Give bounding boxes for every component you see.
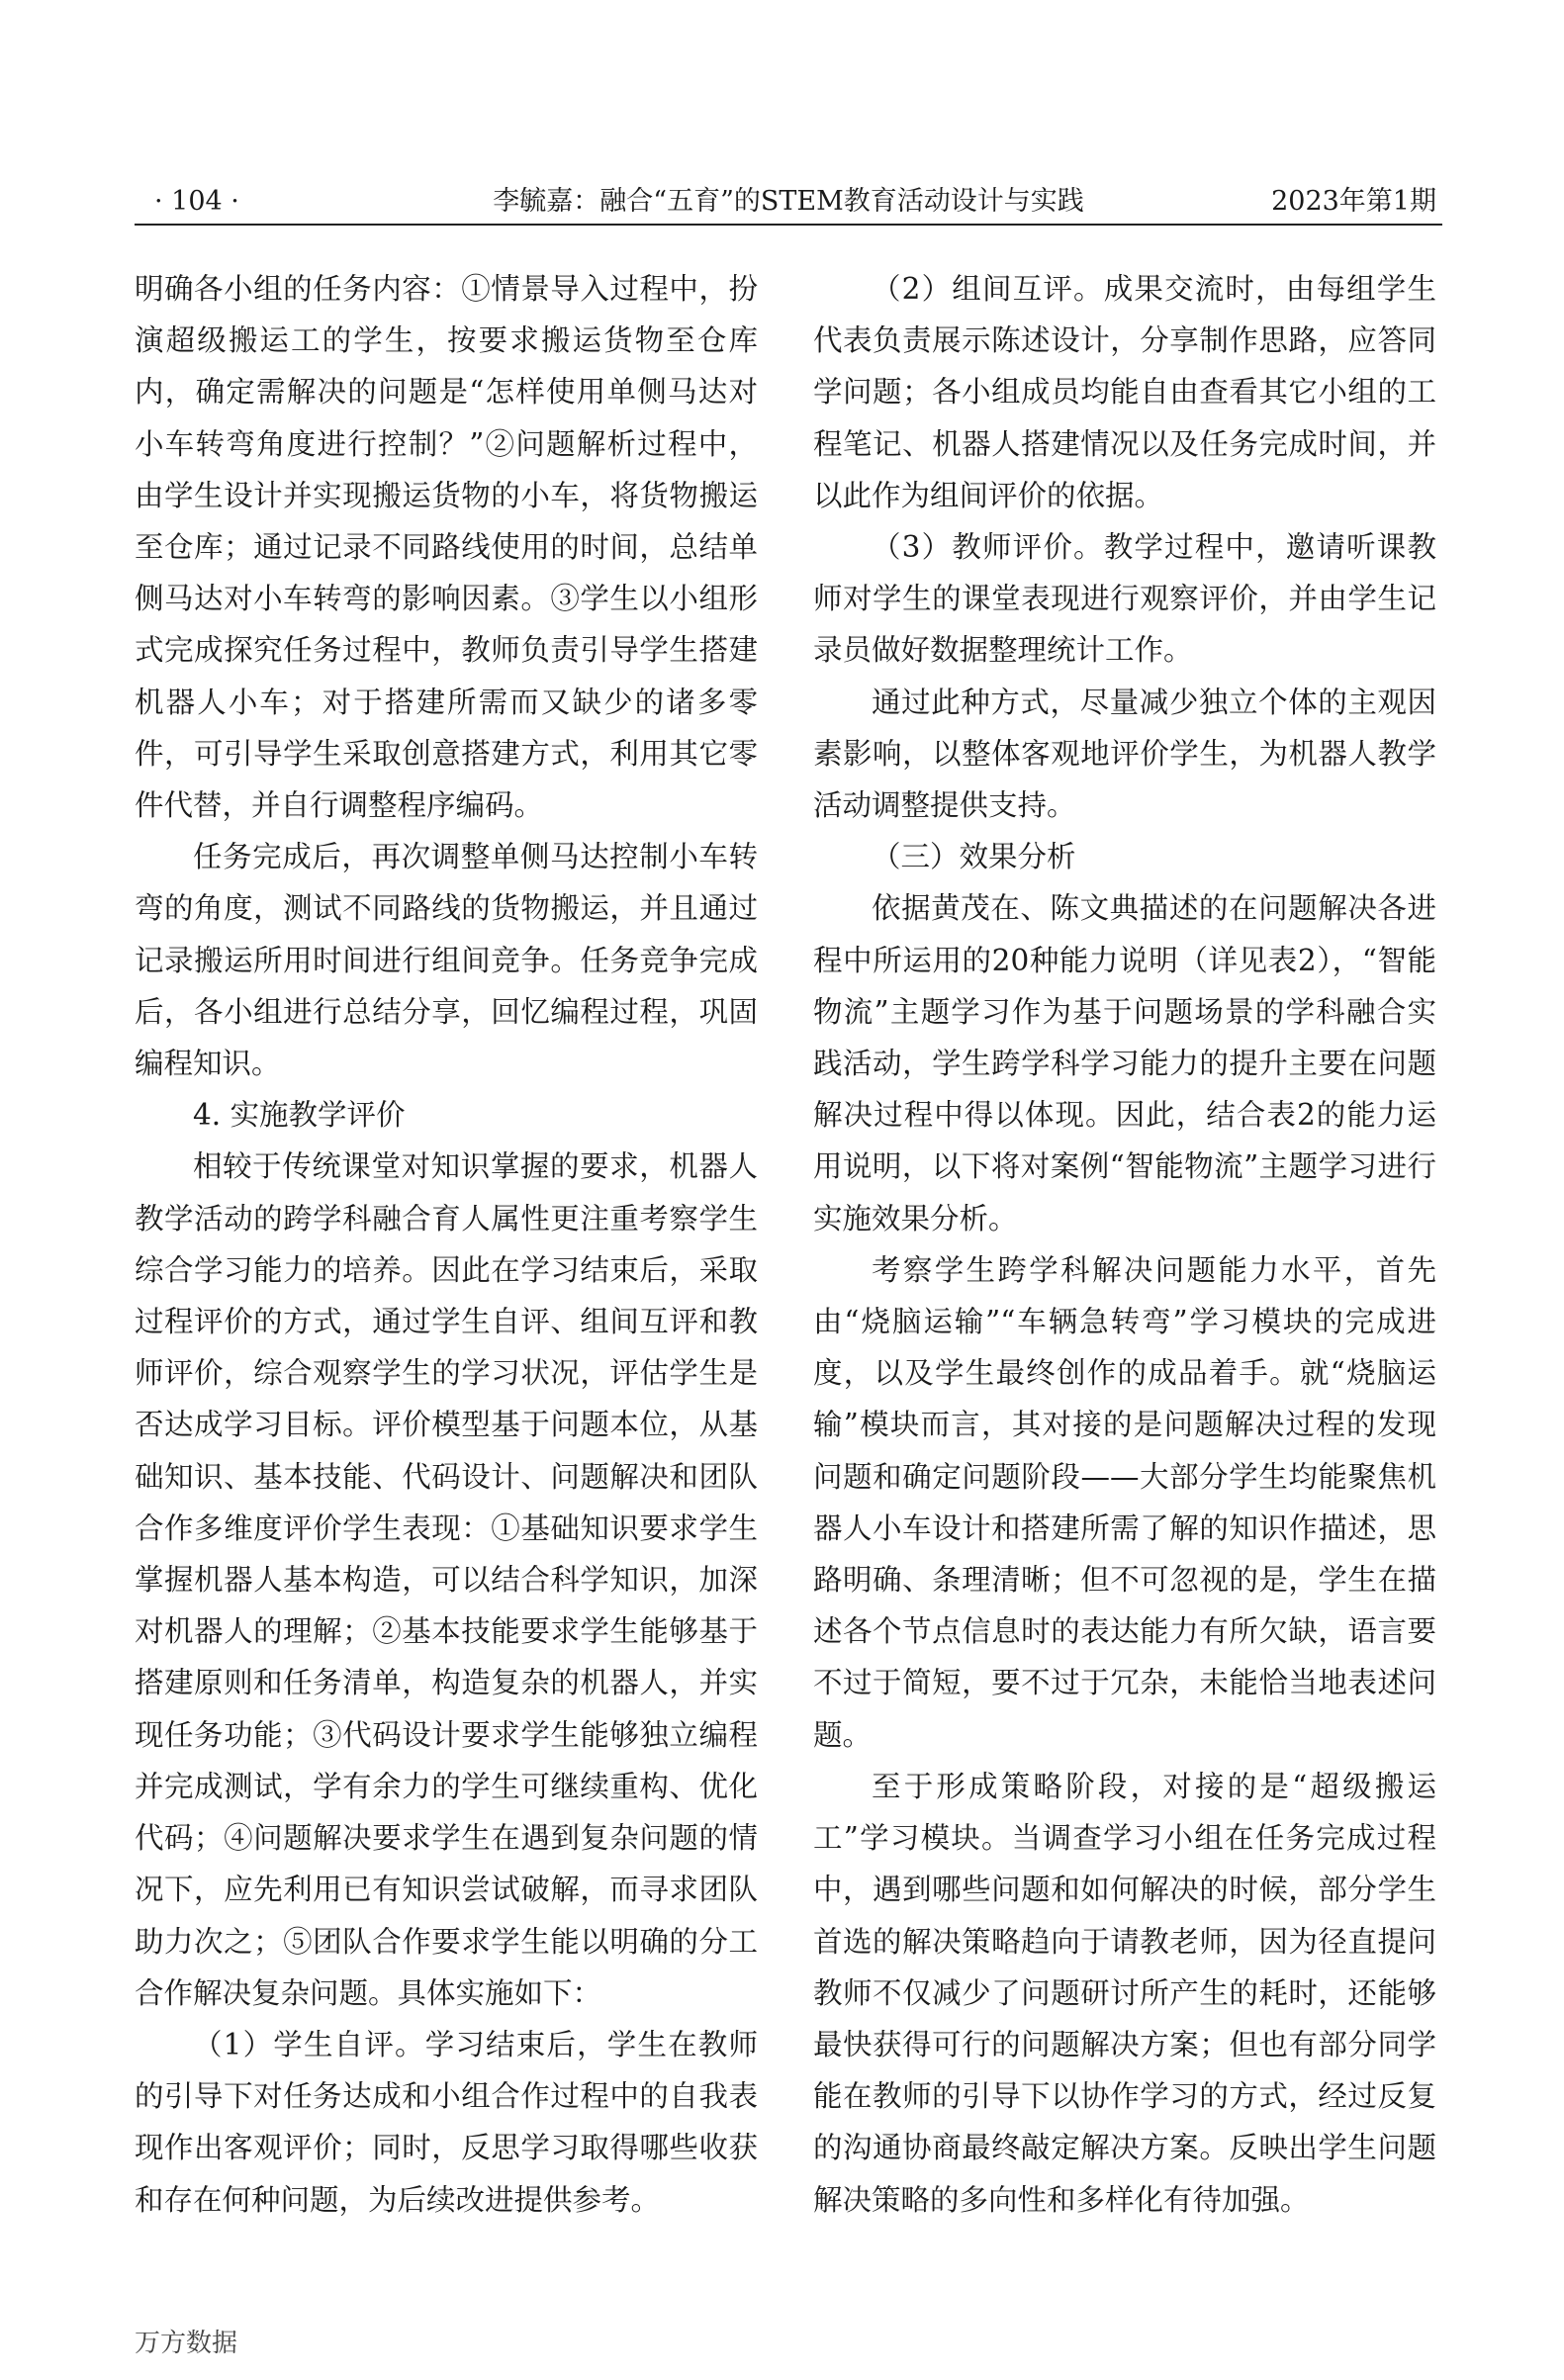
- left-column: [135, 263, 758, 2226]
- page-number: · 104 ·: [154, 186, 239, 217]
- paragraph: （三）效果分析: [872, 840, 1076, 874]
- paragraph: 通过此种方式，尽量减少独立个体的主观因素影响，以整体客观地评价学生，为机器人教学活动调整提供支持。: [813, 685, 1436, 823]
- header-rule: [135, 224, 1442, 226]
- right-column: [813, 263, 1436, 2226]
- paragraph: 至于形成策略阶段，对接的是“超级搬运工”学习模块。当调查学习小组在任务完成过程中，遇到哪些问题和如何解决的时候，部分学生首选的解决策略趋向于请教老师，因为径直提问教师不仅减少了问题研讨所产生的耗时，还能够最快获得可行的问题解决方案；但也有部分同学能在教师的引导下以协作学习的方式，经过反复的沟通协商最终敲定解决方案。反映出学生问题解决策略的多向性和多样化有待加强。: [813, 1769, 1436, 2217]
- running-title: 李毓嘉：融合“五育”的STEM教育活动设计与实践: [493, 186, 1084, 217]
- paragraph: 相较于传统课堂对知识掌握的要求，机器人教学活动的跨学科融合育人属性更注重考察学生综合学习能力的培养。因此在学习结束后，采取过程评价的方式，通过学生自评、组间互评和教师评价，综合观察学生的学习状况，评估学生是否达成学习目标。评价模型基于问题本位，从基础知识、基本技能、代码设计、问题解决和团队合作多维度评价学生表现：①基础知识要求学生掌握机器人基本构造，可以结合科学知识，加深对机器人的理解；②基本技能要求学生能够基于搭建原则和任务清单，构造复杂的机器人，并实现任务功能；③代码设计要求学生能够独立编程并完成测试，学有余力的学生可继续重构、优化代码；④问题解决要求学生在遇到复杂问题的情况下，应先利用已有知识尝试破解，而寻求团队助力次之；⑤团队合作要求学生能以明确的分工合作解决复杂问题。具体实施如下：: [135, 1149, 758, 2010]
- paragraph: 任务完成后，再次调整单侧马达控制小车转弯的角度，测试不同路线的货物搬运，并且通过记录搬运所用时间进行组间竞争。任务竞争完成后，各小组进行总结分享，回忆编程过程，巩固编程知识。: [135, 840, 758, 1081]
- paragraph: 考察学生跨学科解决问题能力水平，首先由“烧脑运输”“车辆急转弯”学习模块的完成进度，以及学生最终创作的成品着手。就“烧脑运输”模块而言，其对接的是问题解决过程的发现问题和确定问题阶段——大部分学生均能聚焦机器人小车设计和搭建所需了解的知识作描述，思路明确、条理清晰；但不可忽视的是，学生在描述各个节点信息时的表达能力有所欠缺，语言要不过于简短，要不过于冗杂，未能恰当地表述问题。: [813, 1252, 1436, 1752]
- paragraph: 明确各小组的任务内容：①情景导入过程中，扮演超级搬运工的学生，按要求搬运货物至仓库内，确定需解决的问题是“怎样使用单侧马达对小车转弯角度进行控制？”②问题解析过程中，由学生设计并实现搬运货物的小车，将货物搬运至仓库；通过记录不同路线使用的时间，总结单侧马达对小车转弯的影响因素。③学生以小组形式完成探究任务过程中，教师负责引导学生搭建机器人小车；对于搭建所需而又缺少的诸多零件，可引导学生采取创意搭建方式，利用其它零件代替，并自行调整程序编码。: [135, 272, 758, 823]
- database-watermark: 万方数据: [135, 2329, 238, 2358]
- running-header: [135, 182, 1442, 222]
- paragraph: （2）组间互评。成果交流时，由每组学生代表负责展示陈述设计，分享制作思路，应答同学问题；各小组成员均能自由查看其它小组的工程笔记、机器人搭建情况以及任务完成时间，并以此作为组间评价的依据。: [813, 272, 1436, 512]
- paragraph: 依据黄茂在、陈文典描述的在问题解决各进程中所运用的20种能力说明（详见表2），“智能物流”主题学习作为基于问题场景的学科融合实践活动，学生跨学科学习能力的提升主要在问题解决过程中得以体现。因此，结合表2的能力运用说明，以下将对案例“智能物流”主题学习进行实施效果分析。: [813, 891, 1436, 1236]
- journal-issue: 2023年第1期: [1271, 186, 1436, 217]
- paragraph: 4. 实施教学评价: [193, 1098, 406, 1133]
- paragraph: （3）教师评价。教学过程中，邀请听课教师对学生的课堂表现进行观察评价，并由学生记录员做好数据整理统计工作。: [813, 530, 1436, 668]
- paragraph: （1）学生自评。学习结束后，学生在教师的引导下对任务达成和小组合作过程中的自我表现作出客观评价；同时，反思学习取得哪些收获和存在何种问题，为后续改进提供参考。: [135, 2027, 758, 2217]
